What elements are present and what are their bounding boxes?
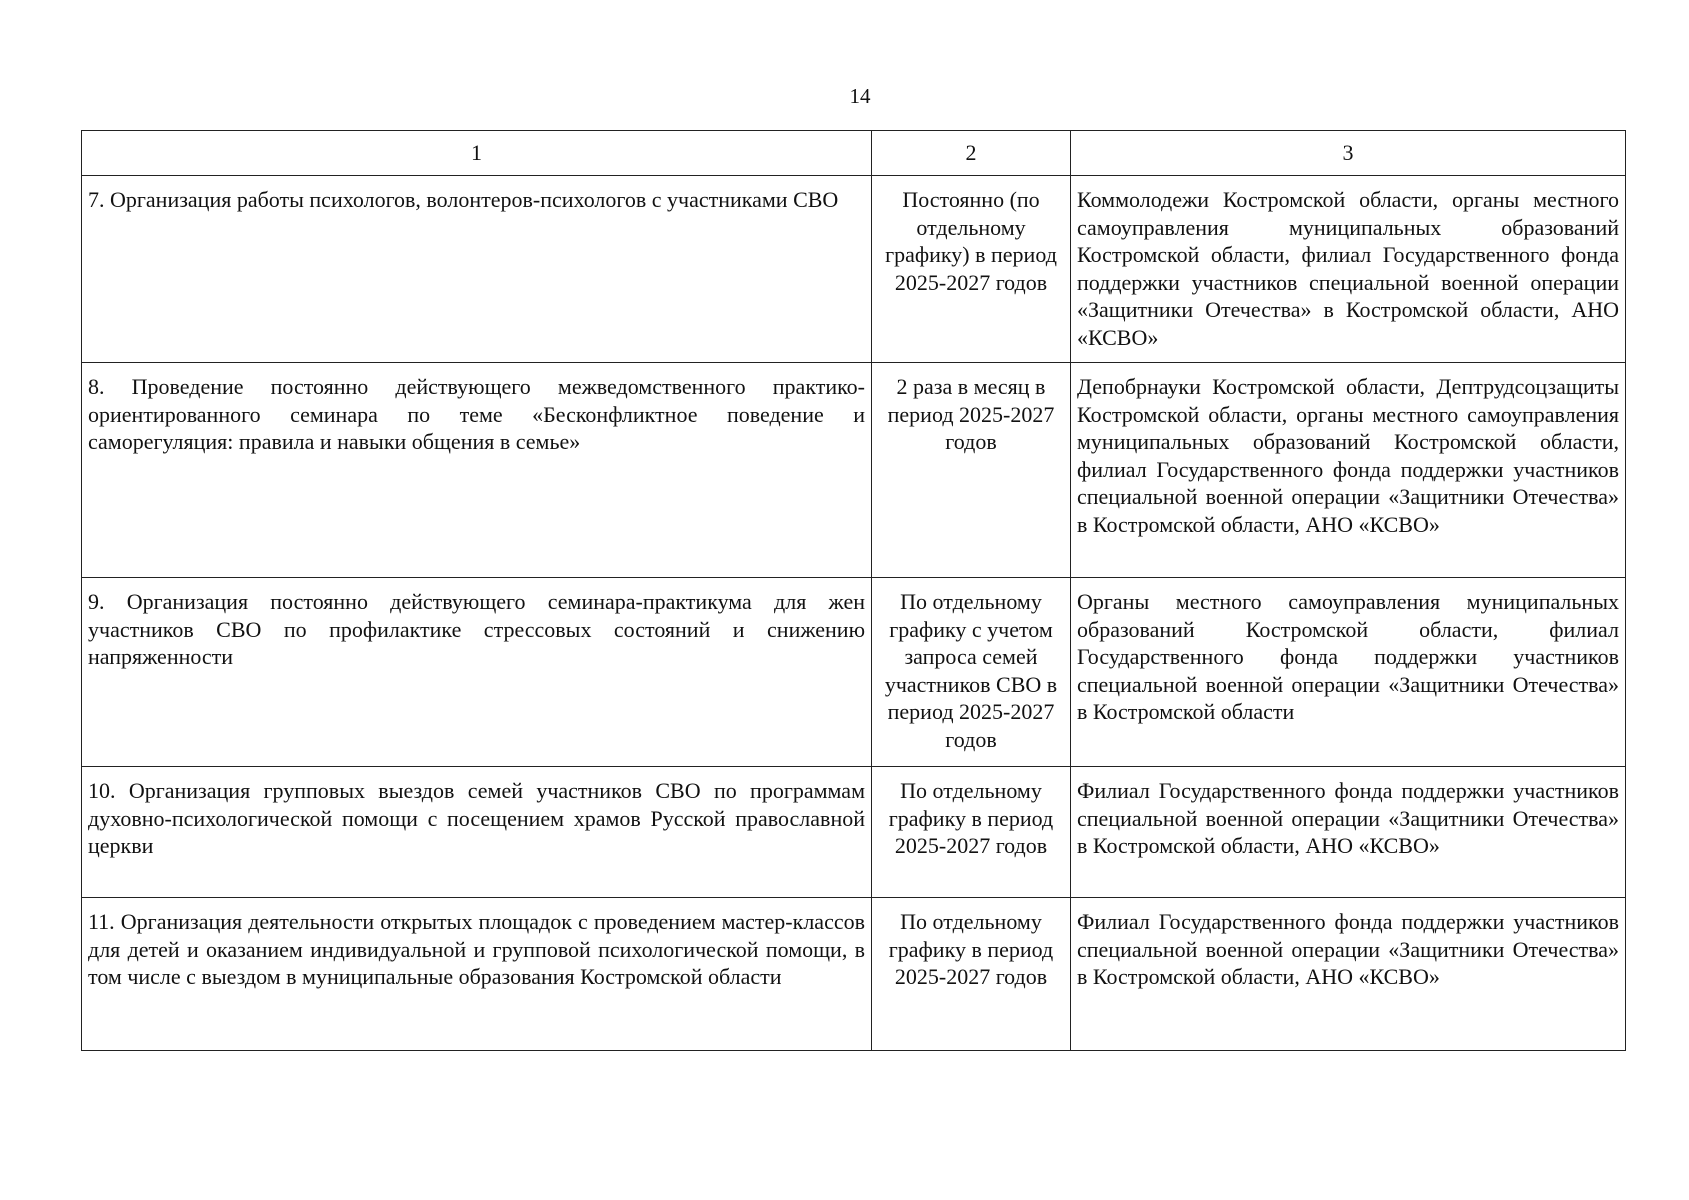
event-cell: 9. Организация постоянно действующего семинара-практикума для жен участников СВО по профилактике стрессовых состояний и снижению напряженности — [82, 578, 872, 767]
column-header-2: 2 — [872, 131, 1071, 176]
event-cell: 10. Организация групповых выездов семей участников СВО по программам духовно-психологической помощи с посещением храмов Русской православной церкви — [82, 767, 872, 898]
table-row — [82, 767, 1626, 898]
organizations-cell: Филиал Государственного фонда поддержки участников специальной военной операции «Защитники Отечества» в Костромской области, АНО «КСВО» — [1071, 898, 1626, 1051]
organizations-cell: Депобрнауки Костромской области, Дептрудсоцзащиты Костромской области, органы местного самоуправления муниципальных образований Костромской области, филиал Государственного фонда поддержки участников специальной военной операции «Защитники Отечества» в Костромской области, АНО «КСВО» — [1071, 363, 1626, 578]
activities-table — [81, 130, 1626, 1051]
period-cell: 2 раза в месяц в период 2025-2027 годов — [872, 363, 1071, 578]
period-cell: По отдельному графику с учетом запроса семей участников СВО в период 2025-2027 годов — [872, 578, 1071, 767]
period-cell: По отдельному графику в период 2025-2027 годов — [872, 767, 1071, 898]
column-header-1: 1 — [82, 131, 872, 176]
table-header-row — [82, 131, 1626, 176]
period-cell: По отдельному графику в период 2025-2027 годов — [872, 898, 1071, 1051]
event-cell: 11. Организация деятельности открытых площадок с проведением мастер-классов для детей и оказанием индивидуальной и групповой психологической помощи, в том числе с выездом в муниципальные образования Костромской области — [82, 898, 872, 1051]
event-cell: 8. Проведение постоянно действующего межведомственного практико-ориентированного семинара по теме «Бесконфликтное поведение и саморегуляция: правила и навыки общения в семье» — [82, 363, 872, 578]
column-header-3: 3 — [1071, 131, 1626, 176]
organizations-cell: Органы местного самоуправления муниципальных образований Костромской области, филиал Государственного фонда поддержки участников специальной военной операции «Защитники Отечества» в Костромской области — [1071, 578, 1626, 767]
organizations-cell: Коммолодежи Костромской области, органы местного самоуправления муниципальных образований Костромской области, филиал Государственного фонда поддержки участников специальной военной операции «Защитники Отечества» в Костромской области, АНО «КСВО» — [1071, 176, 1626, 363]
organizations-cell: Филиал Государственного фонда поддержки участников специальной военной операции «Защитники Отечества» в Костромской области, АНО «КСВО» — [1071, 767, 1626, 898]
table-row — [82, 578, 1626, 767]
table-row — [82, 898, 1626, 1051]
table-row — [82, 176, 1626, 363]
page-number: 14 — [849, 84, 871, 108]
event-cell: 7. Организация работы психологов, волонтеров-психологов с участниками СВО — [82, 176, 872, 363]
period-cell: Постоянно (по отдельному графику) в период 2025-2027 годов — [872, 176, 1071, 363]
table-row — [82, 363, 1626, 578]
